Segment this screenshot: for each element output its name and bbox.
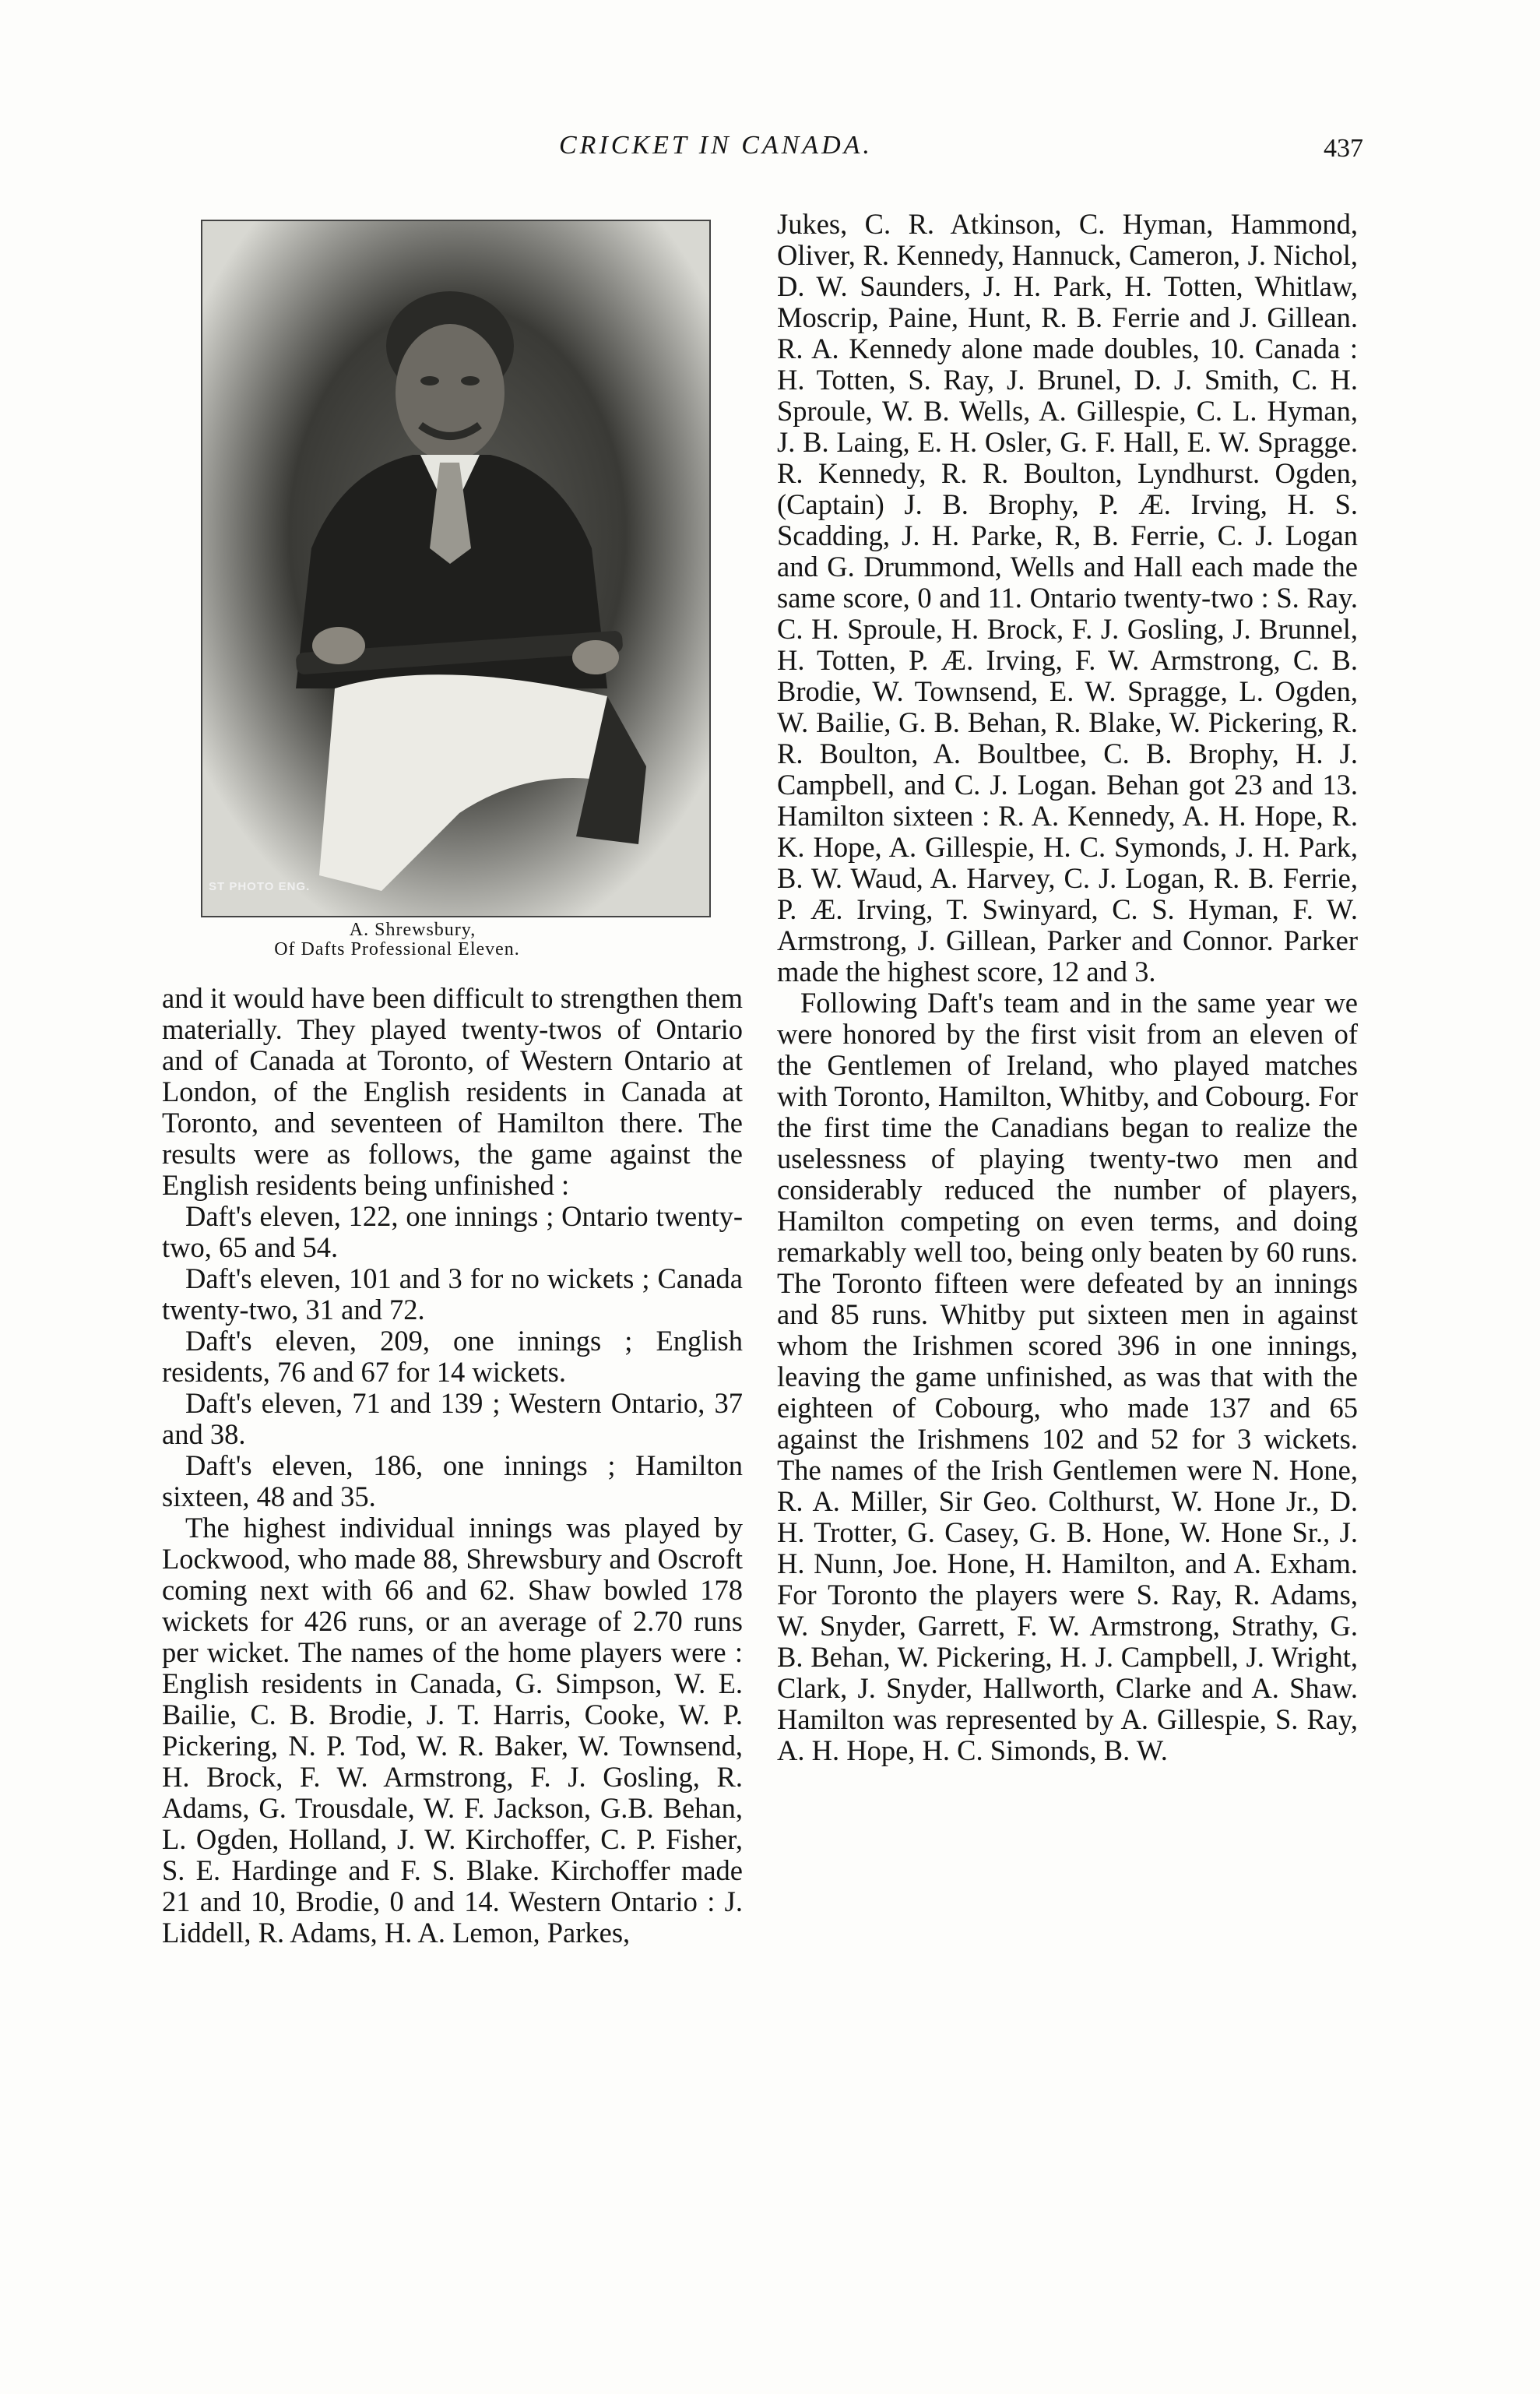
paragraph: Daft's eleven, 186, one innings ; Hamilton sixteen, 48 and 35.: [162, 1449, 743, 1512]
paragraph: Daft's eleven, 122, one innings ; Ontario twenty-two, 65 and 54.: [162, 1200, 743, 1263]
portrait-figure: [201, 220, 711, 917]
right-column: [777, 209, 1358, 1766]
paragraph: Daft's eleven, 101 and 3 for no wickets ; Canada twenty-two, 31 and 72.: [162, 1262, 743, 1326]
running-title: CRICKET IN CANADA.: [559, 131, 873, 160]
portrait-illustration: [202, 221, 711, 917]
portrait-photo: [201, 220, 711, 917]
paragraph: Daft's eleven, 71 and 139 ; Western Ontario, 37 and 38.: [162, 1387, 743, 1450]
paragraph: The highest individual innings was played by Lockwood, who made 88, Shrewsbury and Oscroft coming next with 66 and 62. Shaw bowled 178 wickets for 426 runs, or an average of 2.70 runs per wicket. The names of the home players were : English residents in Canada, G. Simpson, W. E. Bailie, C. B. Brodie, J. T. Harris, Cooke, W. P. Pickering, N. P. Tod, W. R. Baker, W. Townsend, H. Brock, F. W. Armstrong, F. J. Gosling, R. Adams, G. Trousdale, W. F. Jackson, G.B. Behan, L. Ogden, Holland, J. W. Kirchoffer, C. P. Fisher, S. E. Hardinge and F. S. Blake. Kirchoffer made 21 and 10, Brodie, 0 and 14. Western Ontario : J. Liddell, R. Adams, H. A. Lemon, Parkes,: [162, 1512, 743, 1949]
figure-caption: [156, 921, 638, 959]
paragraph: Jukes, C. R. Atkinson, C. Hyman, Hammond, Oliver, R. Kennedy, Hannuck, Cameron, J. Nichol, D. W. Saunders, J. H. Park, H. Totten, Whitlaw, Moscrip, Paine, Hunt, R. B. Ferrie and J. Gillean. R. A. Kennedy alone made doubles, 10. Canada : H. Totten, S. Ray, J. Brunel, D. J. Smith, C. H. Sproule, W. B. Wells, A. Gillespie, C. L. Hyman, J. B. Laing, E. H. Osler, G. F. Hall, E. W. Spragge. R. Kennedy, R. R. Boulton, Lyndhurst. Ogden, (Captain) J. B. Brophy, P. Æ. Irving, H. S. Scadding, J. H. Parke, R, B. Ferrie, C. J. Logan and G. Drummond, Wells and Hall each made the same score, 0 and 11. Ontario twenty-two : S. Ray. C. H. Sproule, H. Brock, F. J. Gosling, J. Brunnel, H. Totten, P. Æ. Irving, F. W. Armstrong, C. B. Brodie, W. Townsend, E. W. Spragge, L. Ogden, W. Bailie, G. B. Behan, R. Blake, W. Pickering, R. R. Boulton, A. Boultbee, C. B. Brophy, H. J. Campbell, and C. J. Logan. Behan got 23 and 13. Hamilton sixteen : R. A. Kennedy, A. H. Hope, R. K. Hope, A. Gillespie, H. C. Symonds, J. H. Park, B. W. Waud, A. Harvey, C. J. Logan, R. B. Ferrie, P. Æ. Irving, T. Swinyard, C. S. Hyman, F. W. Armstrong, J. Gillean, Parker and Connor. Parker made the highest score, 12 and 3.: [777, 208, 1358, 988]
page-number: 437: [1324, 134, 1363, 163]
paragraph: and it would have been difficult to strengthen them materially. They played twenty-twos of Ontario and of Canada at Toronto, of Western Ontario at London, of the English residents in Canada at Toronto, and seventeen of Hamilton there. The results were as follows, the game against the English residents being unfinished :: [162, 982, 743, 1201]
engraver-mark: ST PHOTO ENG.: [209, 880, 311, 893]
left-column: [162, 983, 743, 1949]
caption-subtitle: Of Dafts Professional Eleven.: [274, 939, 520, 959]
caption-name: A. Shrewsbury,: [349, 920, 476, 940]
running-head: [0, 131, 1540, 170]
paragraph: Daft's eleven, 209, one innings ; English residents, 76 and 67 for 14 wickets.: [162, 1325, 743, 1388]
paragraph: Following Daft's team and in the same year we were honored by the first visit from an eleven of the Gentlemen of Ireland, who played matches with Toronto, Hamilton, Whitby, and Cobourg. For the first time the Canadians began to realize the uselessness of playing twenty-two men and considerably reduced the number of players, Hamilton competing on even terms, and doing remarkably well too, being only beaten by 60 runs. The Toronto fifteen were defeated by an innings and 85 runs. Whitby put sixteen men in against whom the Irishmen scored 396 in one innings, leaving the game unfinished, as was that with the eighteen of Cobourg, who made 137 and 65 against the Irishmens 102 and 52 for 3 wickets. The names of the Irish Gentlemen were N. Hone, R. A. Miller, Sir Geo. Colthurst, W. Hone Jr., D. H. Trotter, G. Casey, G. B. Hone, W. Hone Sr., J. H. Nunn, Joe. Hone, H. Hamilton, and A. Exham. For Toronto the players were S. Ray, R. Adams, W. Snyder, Garrett, F. W. Armstrong, Strathy, G. B. Behan, W. Pickering, H. J. Campbell, J. Wright, Clark, J. Snyder, Hallworth, Clarke and A. Shaw. Hamilton was represented by A. Gillespie, S. Ray, A. H. Hope, H. C. Simonds, B. W.: [777, 987, 1358, 1766]
